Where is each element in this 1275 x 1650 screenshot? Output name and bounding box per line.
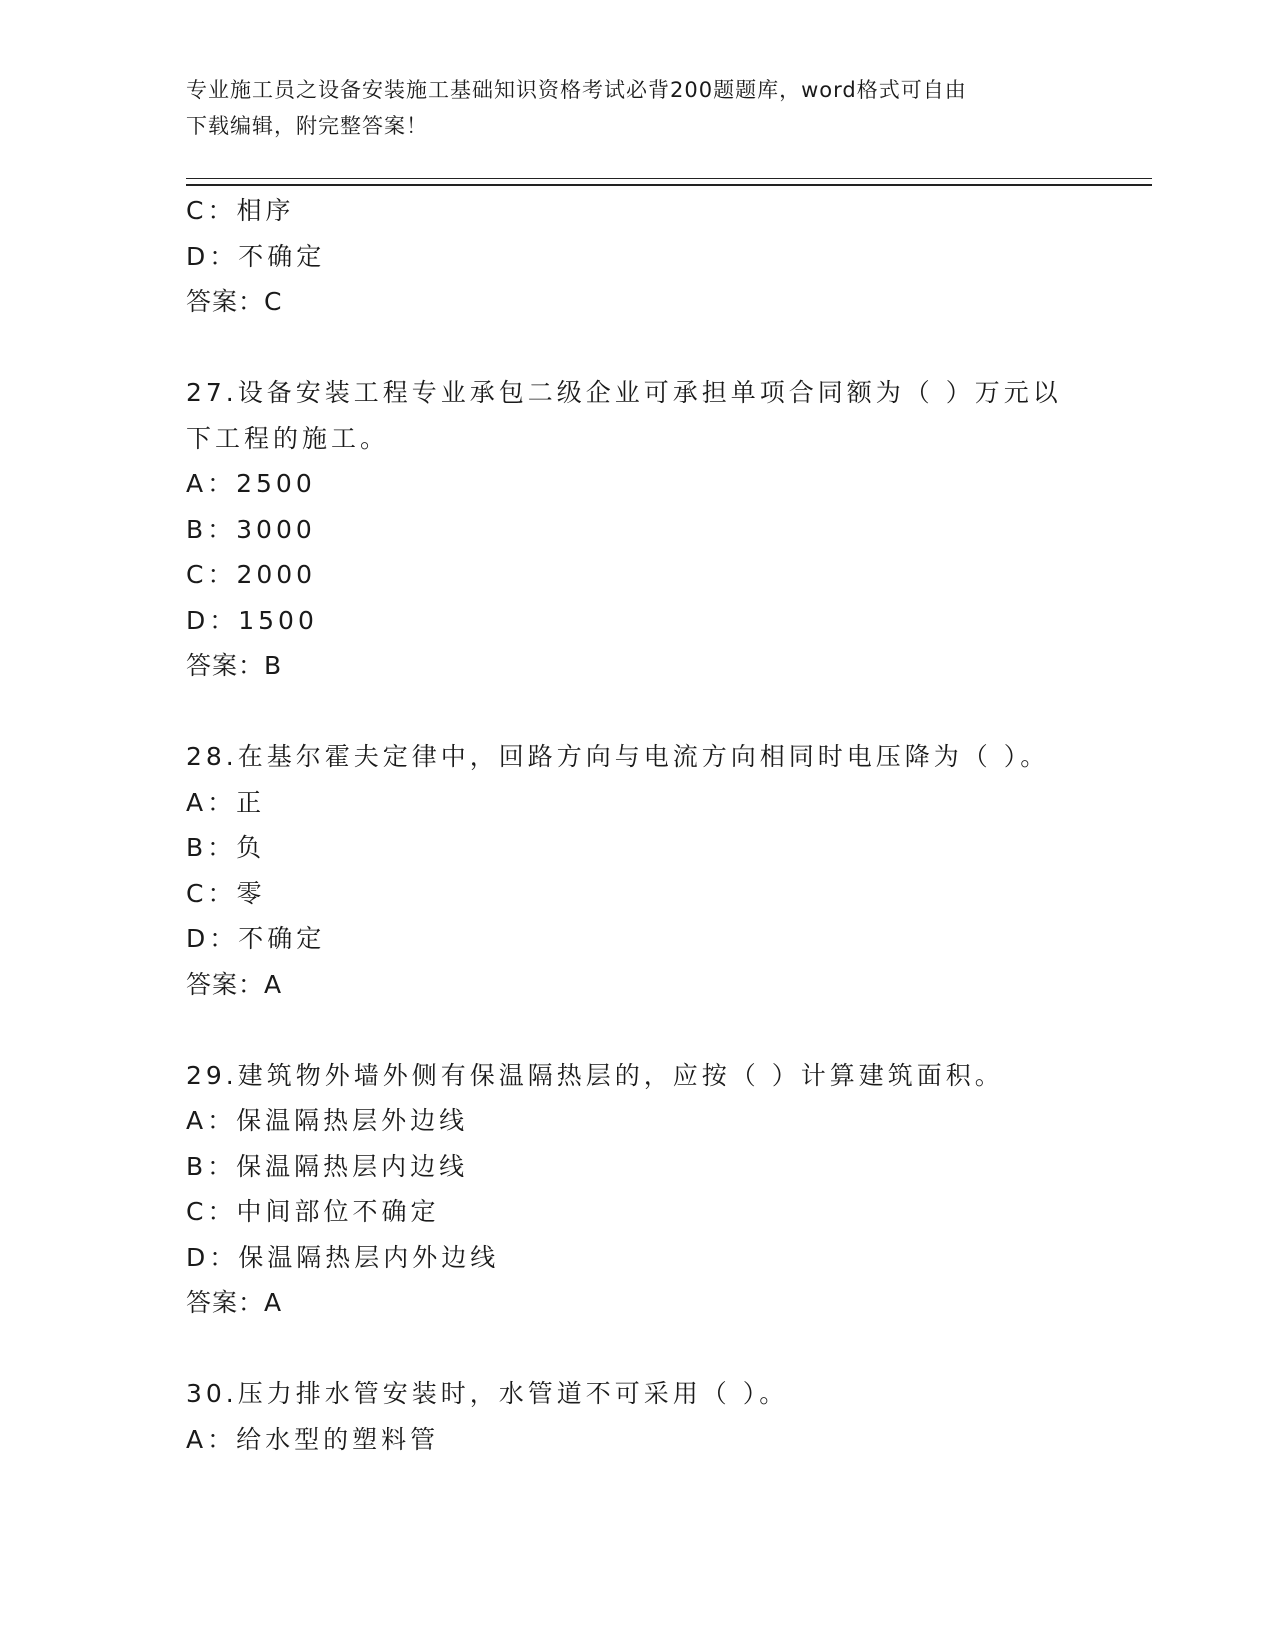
question-fragment	[186, 188, 1086, 325]
question-stem: 27.设备安装工程专业承包二级企业可承担单项合同额为（ ）万元以	[186, 378, 1062, 407]
question-stem: 29.建筑物外墙外侧有保温隔热层的，应按（ ）计算建筑面积。	[186, 1060, 1004, 1090]
question-stem: 30.压力排水管安装时，水管道不可采用（ ）。	[186, 1379, 789, 1408]
option-d: D：不确定	[186, 924, 326, 953]
option-a: A：保温隔热层外边线	[186, 1106, 469, 1135]
option-c: C：中间部位不确定	[186, 1197, 440, 1226]
question-29	[186, 1053, 1086, 1326]
option-b: B：保温隔热层内边线	[186, 1151, 469, 1181]
answer-line: 答案：A	[186, 969, 283, 999]
option-b: B：3000	[186, 514, 316, 544]
header-title-line-2: 下载编辑，附完整答案！	[186, 114, 428, 138]
option-d: D：保温隔热层内外边线	[186, 1242, 500, 1272]
option-a: A：正	[186, 787, 266, 817]
question-stem: 28.在基尔霍夫定律中，回路方向与电流方向相同时电压降为（ ）。	[186, 742, 1050, 771]
question-list	[186, 188, 1086, 1462]
spacer	[186, 1007, 1086, 1053]
option-c: C：相序	[186, 196, 295, 225]
question-30	[186, 1371, 1086, 1462]
answer-line: 答案：A	[186, 1288, 283, 1317]
answer-line: 答案：B	[186, 651, 283, 680]
option-d: D：不确定	[186, 241, 326, 271]
question-27	[186, 370, 1086, 689]
spacer	[186, 689, 1086, 735]
option-d: D：1500	[186, 605, 318, 635]
answer-line: 答案：C	[186, 287, 283, 316]
option-a: A：2500	[186, 469, 316, 498]
header-title-line-1: 专业施工员之设备安装施工基础知识资格考试必背200题题库，word格式可自由	[186, 78, 967, 102]
header-divider	[186, 178, 1152, 186]
option-c: C：2000	[186, 560, 317, 589]
spacer	[186, 1326, 1086, 1372]
question-28	[186, 734, 1086, 1007]
document-header	[186, 72, 1066, 144]
option-b: B：负	[186, 833, 266, 862]
option-c: C：零	[186, 878, 266, 908]
option-a: A：给水型的塑料管	[186, 1424, 440, 1454]
question-stem-continued: 下工程的施工。	[186, 423, 390, 453]
spacer	[186, 325, 1086, 371]
